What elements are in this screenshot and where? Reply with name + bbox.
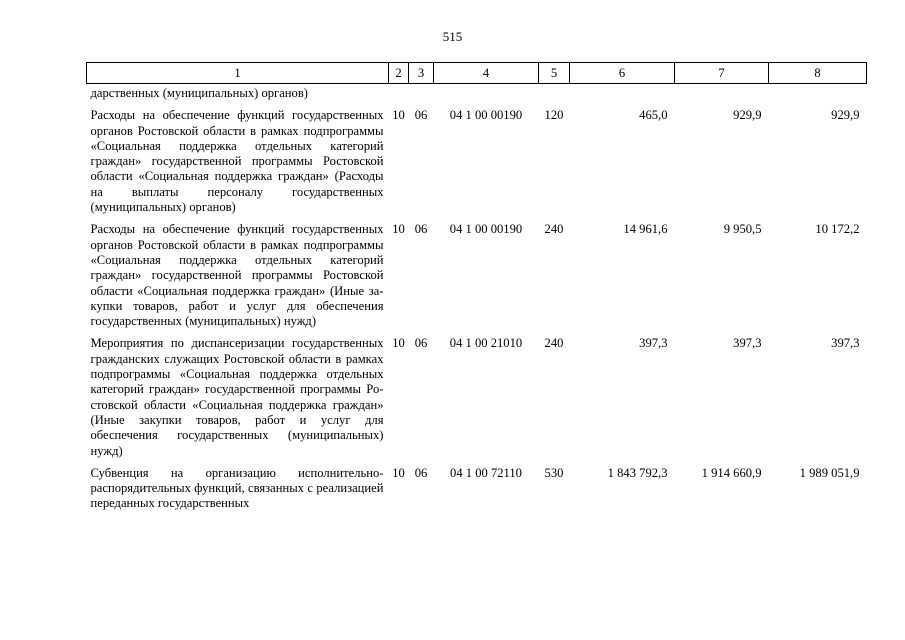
row-section: 10 — [392, 108, 405, 123]
header-col-8: 8 — [769, 63, 867, 84]
table-row — [87, 332, 867, 461]
table-row — [87, 462, 867, 515]
row-section: 10 — [392, 336, 405, 351]
header-col-3: 3 — [409, 63, 434, 84]
row-expense-type: 240 — [544, 222, 564, 237]
row-amount-year2: 929,9 — [733, 108, 762, 123]
header-col-7: 7 — [675, 63, 769, 84]
row-amount-year3: 929,9 — [831, 108, 860, 123]
row-description: Расходы на обеспечение функций государственных органов Ростовской области в рамках подпрограммы «Социальная поддержка отдельных категорий граждан» государственной программы Ростовской области «Социальная поддержка граждан» (Иные закупки товаров, работ и услуг для обеспечения государственных (муниципальных) нужд) — [90, 222, 384, 329]
continued-description: дарственных (муниципальных) органов) — [90, 86, 308, 100]
row-description: Мероприятия по диспансеризации государственных гражданских служащих Ростовской области в рамках подпрограммы «Социальная поддержка отдельных категорий граждан» государственной программы Ростовской области «Социальная поддержка граждан» (Иные закупки товаров, работ и услуг для обеспечения государственных (муниципальных) нужд) — [90, 336, 384, 458]
header-row — [87, 63, 867, 84]
table-row-continued — [87, 84, 867, 105]
header-col-2: 2 — [389, 63, 409, 84]
row-subsection: 06 — [414, 108, 428, 123]
row-amount-year1: 465,0 — [639, 108, 668, 123]
row-amount-year1: 14 961,6 — [623, 222, 668, 237]
table-row — [87, 218, 867, 332]
header-col-4: 4 — [434, 63, 539, 84]
row-expense-type: 530 — [544, 465, 564, 480]
row-section: 10 — [392, 222, 405, 237]
row-amount-year3: 1 989 051,9 — [799, 465, 860, 480]
header-col-6: 6 — [570, 63, 675, 84]
row-amount-year1: 397,3 — [639, 336, 668, 351]
row-target-article: 04 1 00 00190 — [449, 222, 523, 237]
header-col-5: 5 — [539, 63, 570, 84]
row-amount-year2: 1 914 660,9 — [701, 465, 762, 480]
row-section: 10 — [392, 465, 405, 480]
row-amount-year1: 1 843 792,3 — [607, 465, 668, 480]
row-subsection: 06 — [414, 465, 428, 480]
row-subsection: 06 — [414, 336, 428, 351]
row-target-article: 04 1 00 00190 — [449, 108, 523, 123]
row-description: Субвенция на организацию исполнительно-распорядительных функций, связанных с реализацией переданных государственных — [90, 465, 384, 511]
table-row — [87, 104, 867, 218]
row-description: Расходы на обеспечение функций государственных органов Ростовской области в рамках подпрограммы «Социальная поддержка отдельных категорий граждан» государственной программы Ростовской области «Социальная поддержка граждан» (Расходы на выплаты персоналу государственных (муниципальных) органов) — [90, 108, 384, 215]
row-amount-year3: 397,3 — [831, 336, 860, 351]
row-amount-year3: 10 172,2 — [815, 222, 860, 237]
row-amount-year2: 9 950,5 — [723, 222, 762, 237]
page-number: 515 — [442, 29, 463, 44]
budget-table — [86, 62, 867, 515]
row-expense-type: 120 — [544, 108, 564, 123]
row-target-article: 04 1 00 21010 — [449, 336, 523, 351]
row-target-article: 04 1 00 72110 — [450, 465, 522, 480]
header-col-1: 1 — [87, 63, 389, 84]
row-expense-type: 240 — [544, 336, 564, 351]
row-subsection: 06 — [414, 222, 428, 237]
row-amount-year2: 397,3 — [733, 336, 762, 351]
